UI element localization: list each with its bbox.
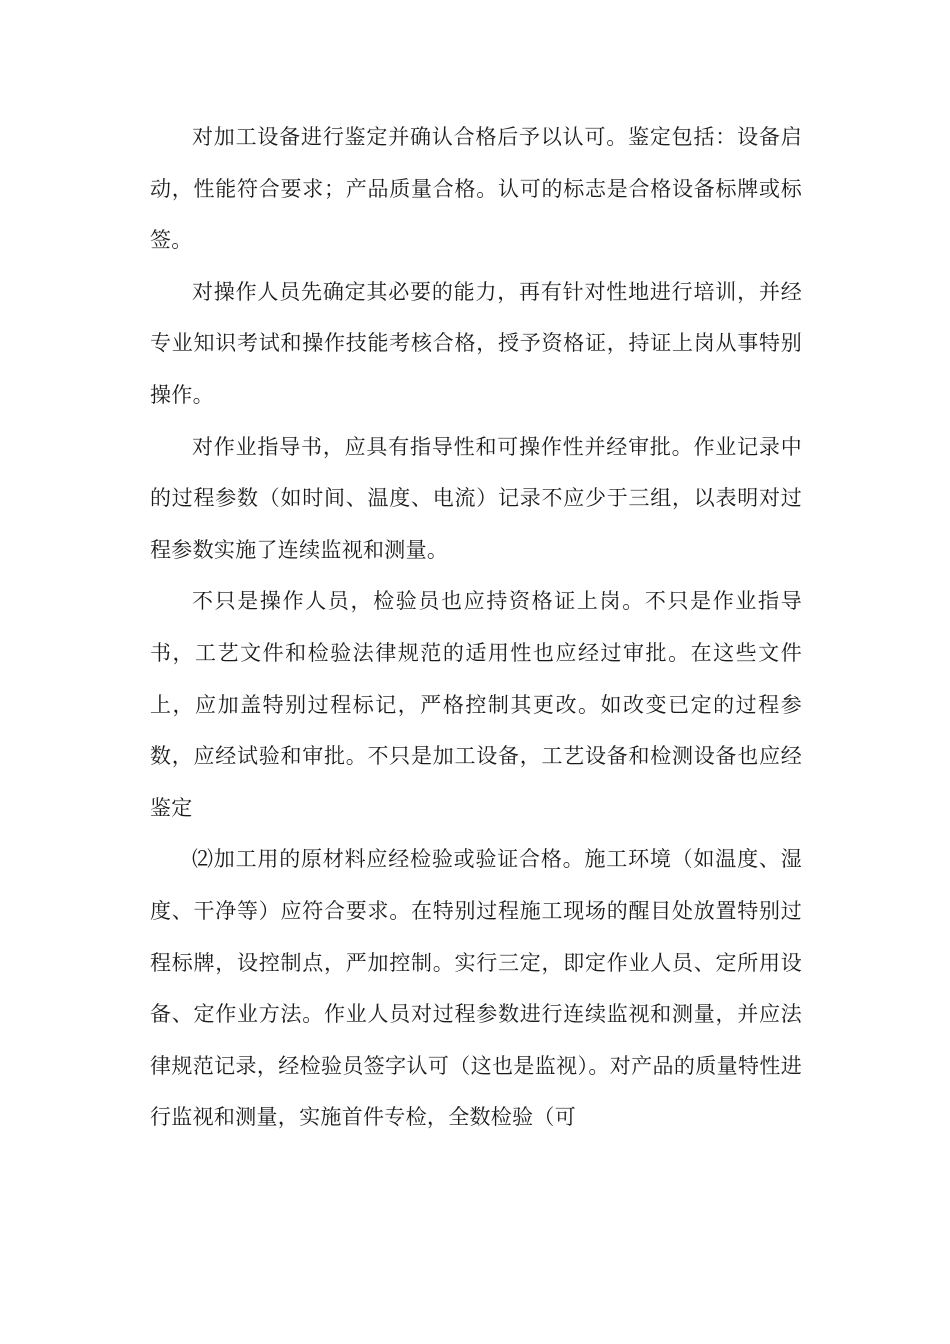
paragraph-work-instructions: 对作业指导书，应具有指导性和可操作性并经审批。作业记录中的过程参数（如时间、温度、电流）记录不应少于三组，以表明对过程参数实施了连续监视和测量。 [150,434,802,562]
paragraph-raw-material-control: ⑵加工用的原材料应经检验或验证合格。施工环境（如温度、湿度、干净等）应符合要求。在特别过程施工现场的醒目处放置特别过程标牌，设控制点，严加控制。实行三定，即定作业人员、定所用设备、定作业方法。作业人员对过程参数进行连续监视和测量，并应法律规范记录，经检验员签字认可（这也是监视）。对产品的质量特性进行监视和测量，实施首件专检，全数检验（可 [150,847,802,1130]
paragraph-equipment-appraisal: 对加工设备进行鉴定并确认合格后予以认可。鉴定包括：设备启动，性能符合要求；产品质量合格。认可的标志是合格设备标牌或标签。 [150,125,802,253]
document-body [150,112,802,1144]
paragraph-inspector-certification: 不只是操作人员，检验员也应持资格证上岗。不只是作业指导书，工艺文件和检验法律规范的适用性也应经过审批。在这些文件上，应加盖特别过程标记，严格控制其更改。如改变已定的过程参数，应经试验和审批。不只是加工设备，工艺设备和检测设备也应经鉴定 [150,589,802,820]
paragraph-operator-training: 对操作人员先确定其必要的能力，再有针对性地进行培训，并经专业知识考试和操作技能考核合格，授予资格证，持证上岗从事特别操作。 [150,279,802,407]
